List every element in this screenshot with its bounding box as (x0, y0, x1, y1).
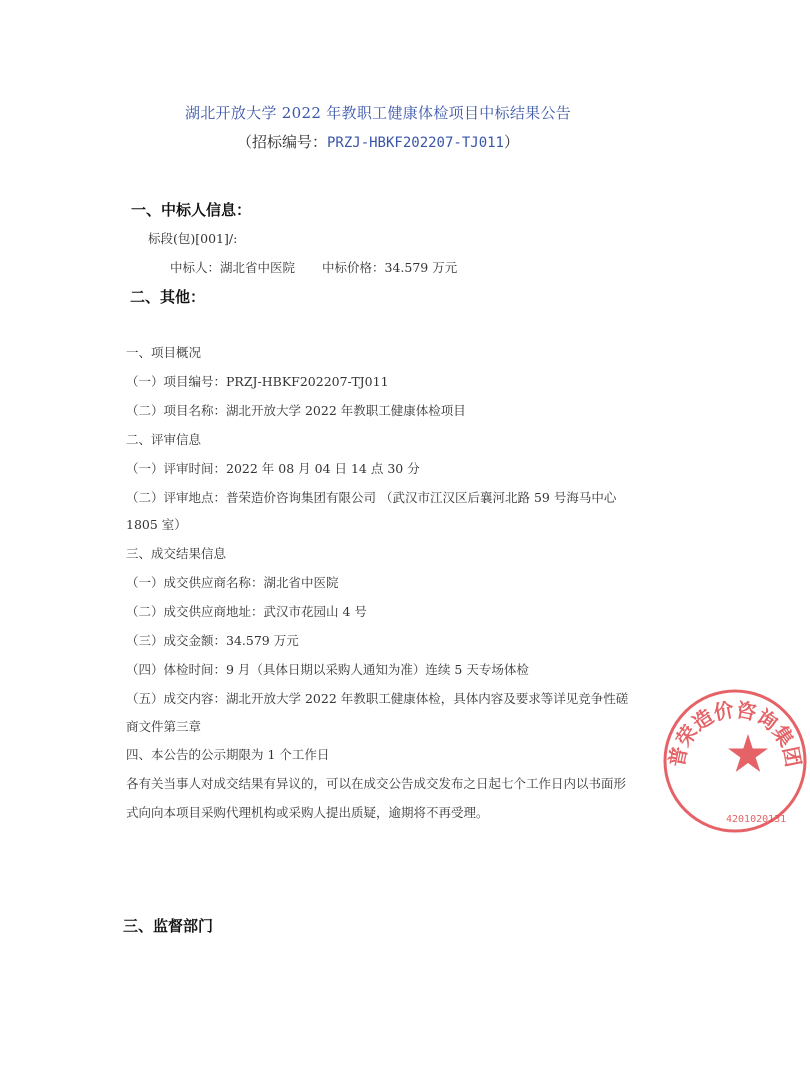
line-objection-note: 各有关当事人对成交结果有异议的，可以在成交公告成交发布之日起七个工作日内以书面形 (126, 776, 627, 791)
line-exam-time: （四）体检时间：9 月（具体日期以采购人通知为准）连续 5 天专场体检 (126, 662, 529, 677)
line-result-info: 三、成交结果信息 (126, 546, 227, 561)
winner-name: 中标人：湖北省中医院 (170, 260, 296, 275)
line-project-overview: 一、项目概况 (126, 345, 202, 360)
line-project-name: （二）项目名称：湖北开放大学 2022 年教职工健康体检项目 (126, 403, 466, 418)
line-review-location-cont: 1805 室） (126, 517, 187, 532)
tender-number-line (0, 131, 756, 152)
subtitle-close: ） (504, 133, 520, 151)
line-supplier-name: （一）成交供应商名称：湖北省中医院 (126, 575, 339, 590)
document-title: 湖北开放大学 2022 年教职工健康体检项目中标结果公告 (184, 104, 572, 122)
section-other-heading: 二、其他： (130, 288, 206, 306)
line-objection-note-cont: 式向向本项目采购代理机构或采购人提出质疑，逾期将不再受理。 (126, 805, 489, 820)
line-supplier-address: （二）成交供应商地址：武汉市花园山 4 号 (126, 604, 367, 619)
line-deal-content-cont: 商文件第三章 (126, 719, 202, 734)
tender-code: PRZJ-HBKF202207-TJ011 (326, 135, 504, 151)
seal-arc-text: 普荣造价咨询集团 (664, 697, 806, 769)
winning-price: 中标价格：34.579 万元 (322, 260, 458, 275)
line-project-number: （一）项目编号：PRZJ-HBKF202207-TJ011 (126, 374, 389, 389)
seal-graphic (660, 686, 810, 836)
line-review-location: （二）评审地点：普荣造价咨询集团有限公司 （武汉市江汉区后襄河北路 59 号海马中心 (126, 490, 617, 505)
section-winner-heading: 一、中标人信息： (131, 201, 252, 219)
seal-star-icon (728, 734, 768, 772)
line-deal-content: （五）成交内容：湖北开放大学 2022 年教职工健康体检，具体内容及要求等详见竞争性磋 (126, 691, 629, 706)
line-review-time: （一）评审时间：2022 年 08 月 04 日 14 点 30 分 (126, 461, 420, 476)
line-review-info: 二、评审信息 (126, 432, 202, 447)
line-publicity-period: 四、本公告的公示期限为 1 个工作日 (126, 747, 330, 762)
line-deal-amount: （三）成交金额：34.579 万元 (126, 633, 299, 648)
section-supervision-heading: 三、监督部门 (123, 917, 214, 935)
company-seal (660, 686, 810, 836)
seal-number: 4201020131 (726, 814, 787, 825)
subtitle-open: （招标编号： (236, 133, 327, 151)
lot-label: 标段(包)[001]/: (148, 231, 238, 246)
